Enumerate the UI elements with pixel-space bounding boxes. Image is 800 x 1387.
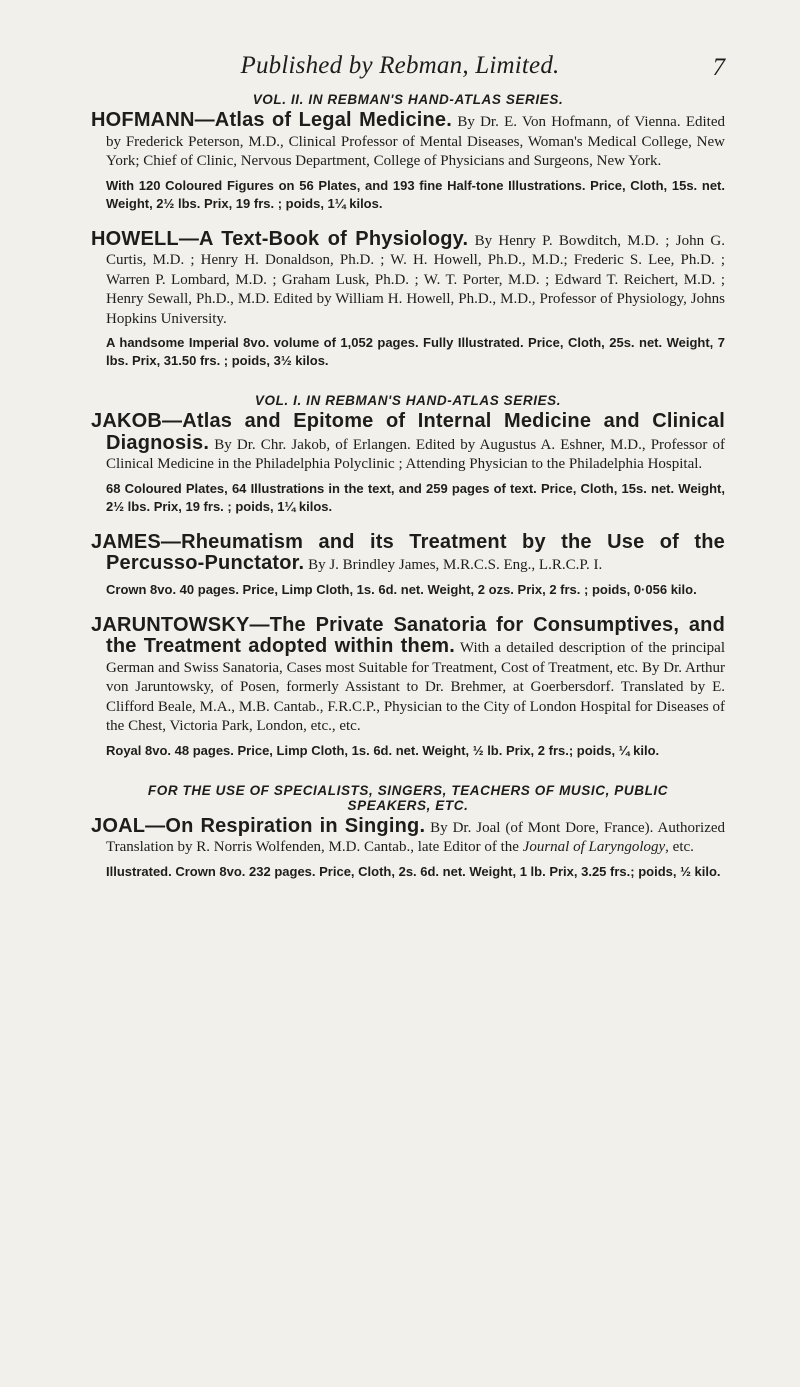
book-title: —Atlas and Epitome of Internal Medicine and Clinical Diagnosis. bbox=[106, 410, 725, 454]
catalogue-entry-howell bbox=[91, 227, 725, 371]
byline: With a detailed description of the principal German and Swiss Sanatoria, Cases most Suitable for Treatment, Cost of Treatment, etc. By Dr. Arthur von Jaruntowsky, of Posen, formerly Assistant to Dr. Brehmer, at Goerbersdorf. Translated by E. Clifford Beale, M.A., M.B. Cantab., F.R.C.P., Physician to the City of London Hospital for Diseases of the Chest, Victoria Park, London, etc., etc. bbox=[106, 640, 726, 734]
entry-title bbox=[91, 412, 725, 475]
book-title: —On Respiration in Singing. bbox=[145, 814, 426, 837]
book-title: —A Text-Book of Physiology. bbox=[178, 227, 469, 250]
catalogue-entry-jakob bbox=[91, 412, 725, 516]
running-head bbox=[0, 52, 800, 92]
author-name: HOFMANN bbox=[91, 109, 195, 131]
byline-text: , etc. bbox=[665, 839, 694, 855]
series-heading: FOR THE USE OF SPECIALISTS, SINGERS, TEACHERS OF MUSIC, PUBLIC SPEAKERS, ETC. bbox=[147, 782, 669, 813]
publication-details: Illustrated. Crown 8vo. 232 pages. Price, Cloth, 2s. 6d. net. Weight, 1 lb. Prix, 3.25 frs.; poids, ½ kilo. bbox=[106, 863, 721, 879]
byline: By J. Brindley James, M.R.C.S. Eng., L.R.C.P. I. bbox=[308, 557, 603, 573]
catalogue-entry-james bbox=[91, 530, 725, 599]
byline: By Henry P. Bowditch, M.D. ; John G. Curtis, M.D. ; Henry H. Donaldson, Ph.D. ; W. H. Howell, Ph.D., M.D.; Frederic S. Lee, Ph.D. ; Warren P. Lombard, M.D. ; Graham Lusk, Ph.D. ; W. T. Porter, M.D. ; Edward T. Reichert, M.D. ; Henry Sewall, Ph.D., M.D. Edited by William H. Howell, Ph.D., M.D., Professor of Physiology, Johns Hopkins University. bbox=[106, 232, 725, 327]
publication-details: With 120 Coloured Figures on 56 Plates, and 193 fine Half-tone Illustrations. Price, Cloth, 15s. net. Weight, 2½ lbs. Prix, 19 frs. ; poids, 1¼ kilos. bbox=[106, 177, 725, 211]
byline: By Dr. E. Von Hofmann, of Vienna. Edited by Frederick Peterson, M.D., Clinical Professor of Mental Diseases, Woman's Medical College, New York; Chief of Clinic, Nervous Department, College of Physicians and Surgeons, New York. bbox=[106, 114, 726, 169]
publication-details: A handsome Imperial 8vo. volume of 1,052 pages. Fully Illustrated. Price, Cloth, 25s. net. Weight, 7 lbs. Prix, 31.50 frs. ; poids, 3½ kilos. bbox=[106, 335, 725, 368]
catalogue-listing bbox=[91, 92, 725, 881]
running-title: Published by Rebman, Limited. bbox=[240, 52, 560, 79]
author-name: JAMES bbox=[91, 530, 161, 553]
publication-details: Royal 8vo. 48 pages. Price, Limp Cloth, 1s. 6d. net. Weight, ½ lb. Prix, 2 frs.; poids, ¼ kilo. bbox=[106, 742, 660, 758]
series-heading: VOL. II. IN REBMAN'S HAND-ATLAS SERIES. bbox=[252, 92, 564, 107]
author-name: JOAL bbox=[91, 814, 146, 837]
entry-title bbox=[91, 814, 726, 858]
book-title: —Rheumatism and its Treatment by the Use of the Percusso-Punctator. bbox=[106, 530, 725, 574]
catalogue-entry-jaruntowsky bbox=[91, 613, 726, 760]
byline-text: By Dr. Joal (of Mont Dore, France). Authorized Translation by R. Norris Wolfenden, M.D. Cantab., late Editor of the bbox=[106, 819, 726, 855]
book-title: —Atlas of Legal Medicine. bbox=[194, 109, 453, 131]
series-heading: VOL. I. IN REBMAN'S HAND-ATLAS SERIES. bbox=[254, 393, 562, 408]
catalogue-entry-joal bbox=[91, 814, 726, 881]
byline: By Dr. Chr. Jakob, of Erlangen. Edited by Augustus A. Eshner, M.D., Professor of Clinical Medicine in the Philadelphia Polyclinic ; Attending Physician to the Philadelphia Hospital. bbox=[106, 436, 725, 472]
page-number: 7 bbox=[712, 54, 725, 81]
author-name: HOWELL bbox=[91, 227, 179, 250]
entry-title bbox=[91, 613, 726, 737]
entry-title bbox=[91, 227, 725, 330]
publication-details: 68 Coloured Plates, 64 Illustrations in the text, and 259 pages of text. Price, Cloth, 15s. net. Weight, 2½ lbs. Prix, 19 frs. ; poids, 1¼ kilos. bbox=[106, 480, 725, 514]
entry-title bbox=[91, 111, 725, 172]
author-name: JAKOB bbox=[91, 410, 163, 432]
book-title: —The Private Sanatoria for Consumptives, and the Treatment adopted within them. bbox=[106, 613, 725, 657]
entry-title bbox=[91, 530, 725, 576]
journal-title: Journal of Laryngology bbox=[522, 839, 666, 855]
catalogue-entry-hofmann bbox=[91, 111, 725, 213]
author-name: JARUNTOWSKY bbox=[91, 613, 250, 636]
publication-details: Crown 8vo. 40 pages. Price, Limp Cloth, 1s. 6d. net. Weight, 2 ozs. Prix, 2 frs. ; poids, 0·056 kilo. bbox=[106, 581, 697, 597]
